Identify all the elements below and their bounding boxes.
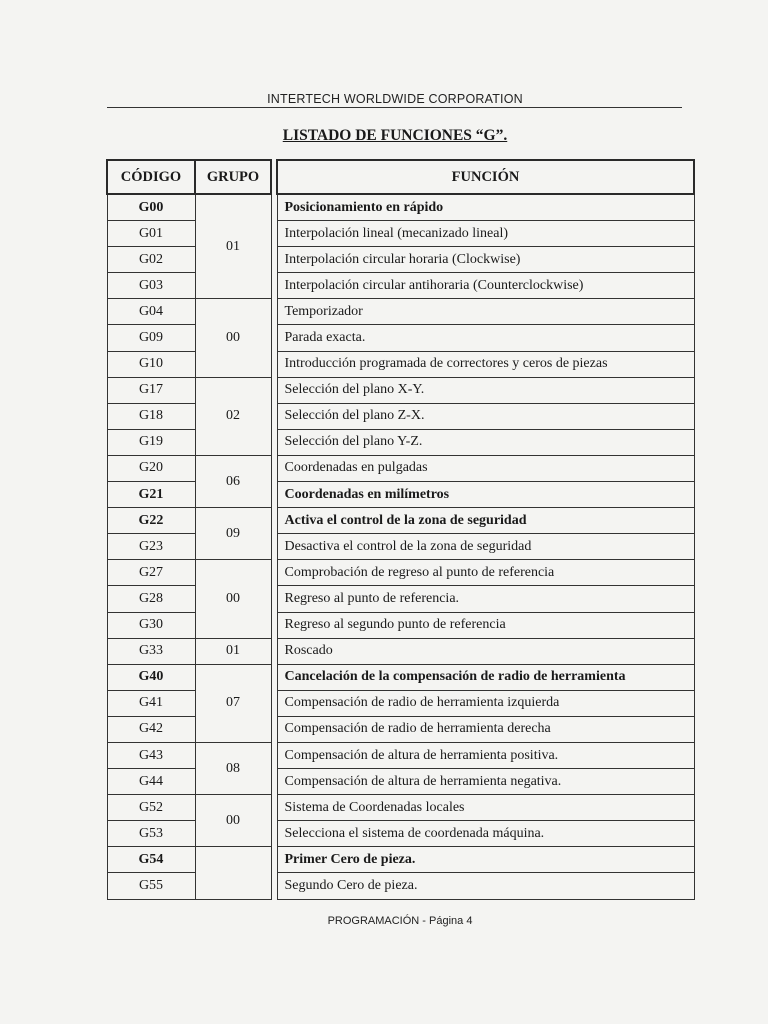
function-cell: Selección del plano X-Y. — [277, 377, 694, 403]
group-cell — [195, 847, 271, 899]
code-cell: G09 — [107, 325, 195, 351]
group-cell: 00 — [195, 795, 271, 847]
function-cell: Interpolación lineal (mecanizado lineal) — [277, 221, 694, 247]
code-cell: G22 — [107, 508, 195, 534]
code-cell: G00 — [107, 194, 195, 221]
function-cell: Interpolación circular antihoraria (Counterclockwise) — [277, 273, 694, 299]
code-cell: G01 — [107, 221, 195, 247]
group-cell: 09 — [195, 508, 271, 560]
table-row — [107, 508, 694, 534]
code-cell: G04 — [107, 299, 195, 325]
code-cell: G28 — [107, 586, 195, 612]
code-cell: G43 — [107, 742, 195, 768]
code-cell: G52 — [107, 795, 195, 821]
function-cell: Compensación de altura de herramienta negativa. — [277, 769, 694, 795]
function-cell: Sistema de Coordenadas locales — [277, 795, 694, 821]
function-cell: Regreso al punto de referencia. — [277, 586, 694, 612]
code-cell: G33 — [107, 638, 195, 664]
group-cell: 02 — [195, 377, 271, 455]
table-row — [107, 560, 694, 586]
table-row — [107, 638, 694, 664]
function-cell: Selección del plano Y-Z. — [277, 429, 694, 455]
function-cell: Roscado — [277, 638, 694, 664]
function-cell: Compensación de radio de herramienta derecha — [277, 716, 694, 742]
table-header-row — [107, 160, 694, 194]
code-cell: G17 — [107, 377, 195, 403]
g-functions-table — [106, 159, 695, 900]
function-cell: Coordenadas en pulgadas — [277, 455, 694, 481]
function-cell: Segundo Cero de pieza. — [277, 873, 694, 899]
group-cell: 07 — [195, 664, 271, 742]
group-cell: 01 — [195, 638, 271, 664]
page-footer: PROGRAMACIÓN - Página 4 — [327, 915, 473, 927]
table-body — [107, 194, 694, 899]
function-cell: Activa el control de la zona de seguridad — [277, 508, 694, 534]
code-cell: G41 — [107, 690, 195, 716]
code-cell: G20 — [107, 455, 195, 481]
page-title: LISTADO DE FUNCIONES “G”. — [282, 127, 508, 144]
function-cell: Temporizador — [277, 299, 694, 325]
function-cell: Cancelación de la compensación de radio de herramienta — [277, 664, 694, 690]
table-row — [107, 847, 694, 873]
group-cell: 06 — [195, 455, 271, 507]
table-row — [107, 664, 694, 690]
code-cell: G27 — [107, 560, 195, 586]
function-cell: Interpolación circular horaria (Clockwise) — [277, 247, 694, 273]
group-cell: 08 — [195, 742, 271, 794]
function-cell: Coordenadas en milímetros — [277, 482, 694, 508]
group-cell: 00 — [195, 299, 271, 377]
code-cell: G19 — [107, 429, 195, 455]
function-cell: Posicionamiento en rápido — [277, 194, 694, 221]
code-cell: G21 — [107, 482, 195, 508]
code-cell: G10 — [107, 351, 195, 377]
code-cell: G18 — [107, 403, 195, 429]
table-row — [107, 742, 694, 768]
code-cell: G44 — [107, 769, 195, 795]
function-cell: Comprobación de regreso al punto de referencia — [277, 560, 694, 586]
group-cell: 01 — [195, 194, 271, 299]
code-cell: G40 — [107, 664, 195, 690]
header-function: FUNCIÓN — [277, 160, 694, 194]
code-cell: G55 — [107, 873, 195, 899]
table-row — [107, 194, 694, 221]
code-cell: G23 — [107, 534, 195, 560]
function-cell: Selecciona el sistema de coordenada máquina. — [277, 821, 694, 847]
function-cell: Introducción programada de correctores y ceros de piezas — [277, 351, 694, 377]
company-header: INTERTECH WORLDWIDE CORPORATION — [267, 92, 523, 106]
table-row — [107, 299, 694, 325]
code-cell: G42 — [107, 716, 195, 742]
code-cell: G30 — [107, 612, 195, 638]
function-cell: Selección del plano Z-X. — [277, 403, 694, 429]
header-rule — [107, 107, 682, 108]
group-cell: 00 — [195, 560, 271, 638]
function-cell: Compensación de altura de herramienta positiva. — [277, 742, 694, 768]
table-row — [107, 795, 694, 821]
function-cell: Compensación de radio de herramienta izquierda — [277, 690, 694, 716]
function-cell: Primer Cero de pieza. — [277, 847, 694, 873]
header-group: GRUPO — [195, 160, 271, 194]
table-row — [107, 455, 694, 481]
code-cell: G02 — [107, 247, 195, 273]
function-cell: Desactiva el control de la zona de seguridad — [277, 534, 694, 560]
function-cell: Parada exacta. — [277, 325, 694, 351]
table-row — [107, 377, 694, 403]
header-code: CÓDIGO — [107, 160, 195, 194]
code-cell: G53 — [107, 821, 195, 847]
code-cell: G54 — [107, 847, 195, 873]
code-cell: G03 — [107, 273, 195, 299]
function-cell: Regreso al segundo punto de referencia — [277, 612, 694, 638]
